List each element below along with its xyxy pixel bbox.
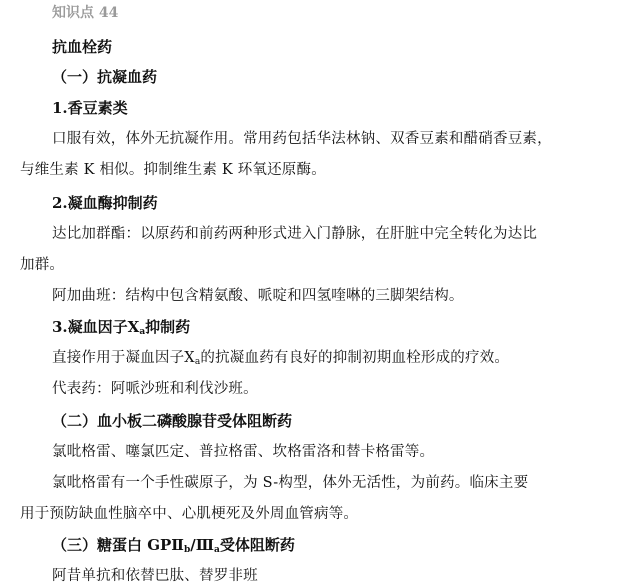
paragraph-line: 达比加群酯：以原药和前药两种形式进入门静脉，在肝脏中完全转化为达比 (52, 226, 538, 242)
heading-thrombin-inhibitors: 2.凝血酶抑制药 (52, 194, 158, 212)
paragraph-line: 氯吡格雷有一个手性碳原子，为 S-构型，体外无活性，为前药。临床主要 (52, 475, 529, 491)
heading-factor-xa-inhibitors: 3.凝血因子$X_a$抑制药 (52, 318, 191, 337)
paragraph-line: 阿加曲班：结构中包含精氨酸、哌啶和四氢喹啉的三脚架结构。 (52, 288, 464, 304)
paragraph-line: 阿昔单抗和依替巴肽、替罗非班 (52, 568, 258, 584)
paragraph-line: 氯吡格雷、噻氯匹定、普拉格雷、坎格雷洛和替卡格雷等。 (52, 444, 435, 460)
heading-adp-receptor-blockers: （二）血小板二磷酸腺苷受体阻断药 (52, 412, 293, 430)
heading-anticoagulants: （一）抗凝血药 (52, 68, 158, 86)
paragraph-line: 用于预防缺血性脑卒中、心肌梗死及外周血管病等。 (20, 506, 359, 522)
section-title: 抗血栓药 (52, 38, 113, 56)
heading-coumarins: 1.香豆素类 (52, 99, 128, 117)
knowledge-point-label: 知识点 44 (52, 5, 119, 21)
paragraph-line: 与维生素 K 相似。抑制维生素 K 环氧还原酶。 (20, 162, 326, 178)
paragraph-line: 代表药：阿哌沙班和利伐沙班。 (52, 381, 258, 397)
paragraph-line: 加群。 (20, 257, 65, 273)
paragraph-line: 口服有效，体外无抗凝作用。常用药包括华法林钠、双香豆素和醋硝香豆素， (52, 131, 552, 147)
heading-gp-receptor-blockers: （三）糖蛋白 $GPⅡ_b/Ⅲ_a$受体阻断药 (52, 536, 295, 555)
paragraph-line: 直接作用于凝血因子$X_a$的抗凝血药有良好的抑制初期血栓形成的疗效。 (52, 350, 510, 367)
